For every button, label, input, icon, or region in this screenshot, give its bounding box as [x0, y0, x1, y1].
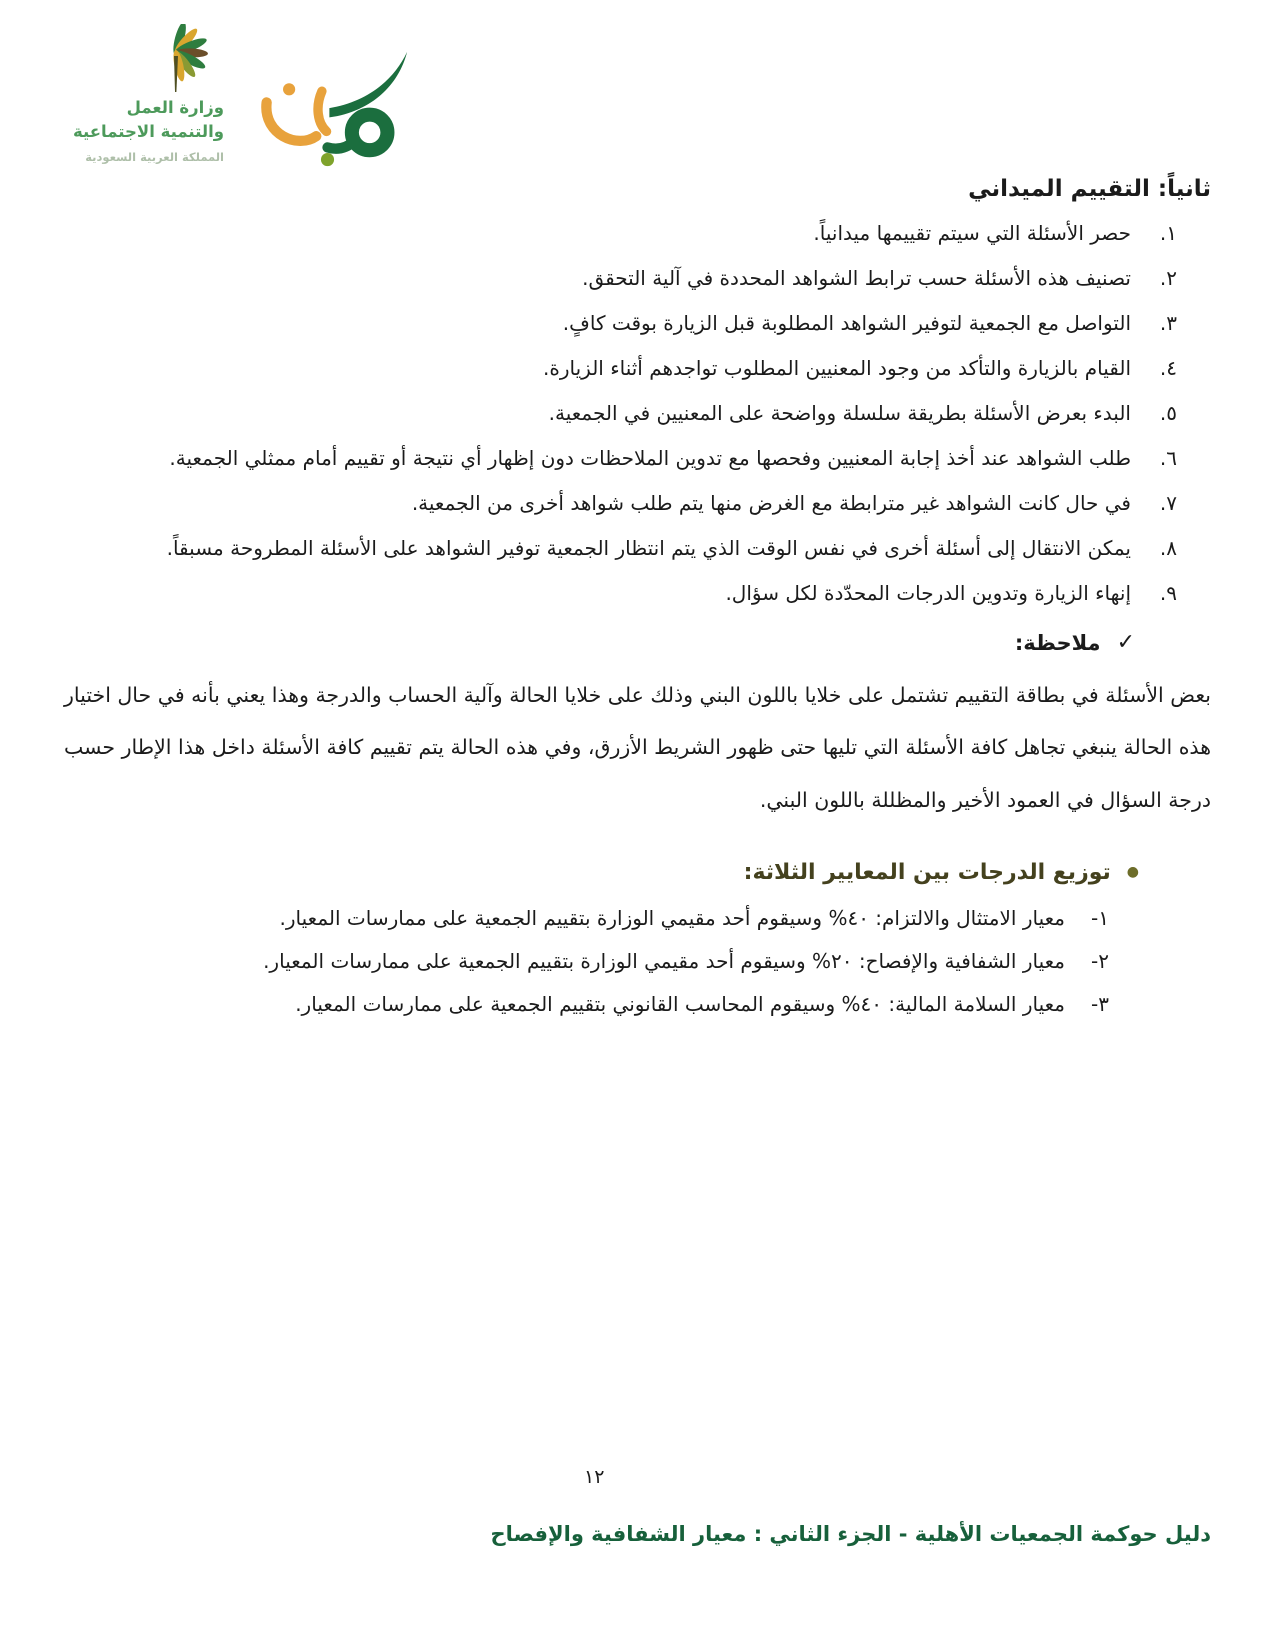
bullet-dot-icon: ●: [1126, 864, 1139, 881]
list-item-text: في حال كانت الشواهد غير مترابطة مع الغرض منها يتم طلب شواهد أخرى من الجمعية.: [411, 491, 1131, 515]
list-item-number: ٩.: [1159, 581, 1177, 605]
maeen-logo-icon: [260, 50, 410, 172]
list-item-number: ٢-: [1091, 948, 1109, 973]
list-item: [64, 218, 1211, 248]
list-item-text: طلب الشواهد عند أخذ إجابة المعنيين وفحصها مع تدوين الملاحظات دون إظهار أي نتيجة أو تقييم أمام ممثلي الجمعية.: [169, 446, 1131, 470]
score-distribution-title: توزيع الدرجات بين المعايير الثلاثة:: [743, 859, 1111, 885]
list-item-number: ١-: [1091, 905, 1109, 930]
score-distribution-section: [64, 860, 1211, 1019]
list-item-text: معيار الامتثال والالتزام: ٤٠% وسيقوم أحد مقيمي الوزارة بتقييم الجمعية على ممارسات المعيار.: [279, 905, 1065, 930]
list-item-number: ٢.: [1159, 266, 1177, 290]
list-item-number: ٣.: [1159, 311, 1177, 335]
palm-tree-icon: [56, 24, 224, 96]
list-item: [64, 398, 1211, 428]
list-item-text: معيار السلامة المالية: ٤٠% وسيقوم المحاسب القانوني بتقييم الجمعية على ممارسات المعيار.: [295, 991, 1065, 1016]
list-item: [64, 488, 1211, 518]
list-item: [64, 903, 1211, 933]
list-item: [64, 353, 1211, 383]
list-item: [64, 989, 1211, 1019]
note-heading: [64, 630, 1211, 655]
list-item-text: معيار الشفافية والإفصاح: ٢٠% وسيقوم أحد مقيمي الوزارة بتقييم الجمعية على ممارسات المعيار.: [263, 948, 1065, 973]
list-item-text: التواصل مع الجمعية لتوفير الشواهد المطلوبة قبل الزيارة بوقت كافٍ.: [562, 311, 1131, 335]
ministry-name: وزارة العمل والتنمية الاجتماعية: [73, 98, 224, 141]
list-item-number: ٤.: [1159, 356, 1177, 380]
list-item: [64, 533, 1211, 563]
list-item-number: ٣-: [1091, 991, 1109, 1016]
list-item-text: القيام بالزيارة والتأكد من وجود المعنيين المطلوب تواجدهم أثناء الزيارة.: [543, 356, 1131, 380]
footer-title: دليل حوكمة الجمعيات الأهلية - الجزء الثاني : معيار الشفافية والإفصاح: [490, 1522, 1211, 1546]
page-number: ١٢: [584, 1466, 605, 1488]
note-paragraph: بعض الأسئلة في بطاقة التقييم تشتمل على خلايا باللون البني وذلك على خلايا الحالة وآلية الحساب والدرجة وهذا يعني بأنه في حال اختيار هذه الحالة ينبغي تجاهل كافة الأسئلة التي تليها حتى ظهور الشريط الأزرق، وفي هذه الحالة يتم تقييم كافة الأسئلة داخل هذا الإطار حسب درجة السؤال في العمود الأخير والمظللة باللون البني.: [64, 683, 1211, 812]
list-item-text: يمكن الانتقال إلى أسئلة أخرى في نفس الوقت الذي يتم انتظار الجمعية توفير الشواهد على الأسئلة المطروحة مسبقاً.: [166, 536, 1131, 560]
list-item-number: ٧.: [1159, 491, 1177, 515]
list-item-text: حصر الأسئلة التي سيتم تقييمها ميدانياً.: [813, 221, 1131, 245]
list-item: [64, 308, 1211, 338]
check-icon: ✓: [1116, 630, 1135, 655]
score-distribution-list: [64, 903, 1211, 1019]
list-item-text: البدء بعرض الأسئلة بطريقة سلسلة وواضحة على المعنيين في الجمعية.: [548, 401, 1131, 425]
note-section: [64, 630, 1211, 826]
list-item: [64, 443, 1211, 473]
list-item-number: ١.: [1159, 221, 1177, 245]
list-item: [64, 578, 1211, 608]
ministry-country: المملكة العربية السعودية: [85, 149, 224, 164]
list-item-text: تصنيف هذه الأسئلة حسب ترابط الشواهد المحددة في آلية التحقق.: [582, 266, 1131, 290]
field-evaluation-list: [64, 218, 1211, 608]
list-item: [64, 263, 1211, 293]
score-distribution-heading: [64, 860, 1211, 885]
list-item-number: ٥.: [1159, 401, 1177, 425]
list-item: [64, 946, 1211, 976]
list-item-number: ٨.: [1159, 536, 1177, 560]
ministry-logo: [56, 24, 224, 164]
list-item-number: ٦.: [1159, 446, 1177, 470]
section-title: ثانياً: التقييم الميداني: [968, 176, 1211, 202]
list-item-text: إنهاء الزيارة وتدوين الدرجات المحدّدة لكل سؤال.: [725, 581, 1131, 605]
header-logos: [56, 24, 410, 172]
note-label: ملاحظة:: [1014, 630, 1101, 655]
